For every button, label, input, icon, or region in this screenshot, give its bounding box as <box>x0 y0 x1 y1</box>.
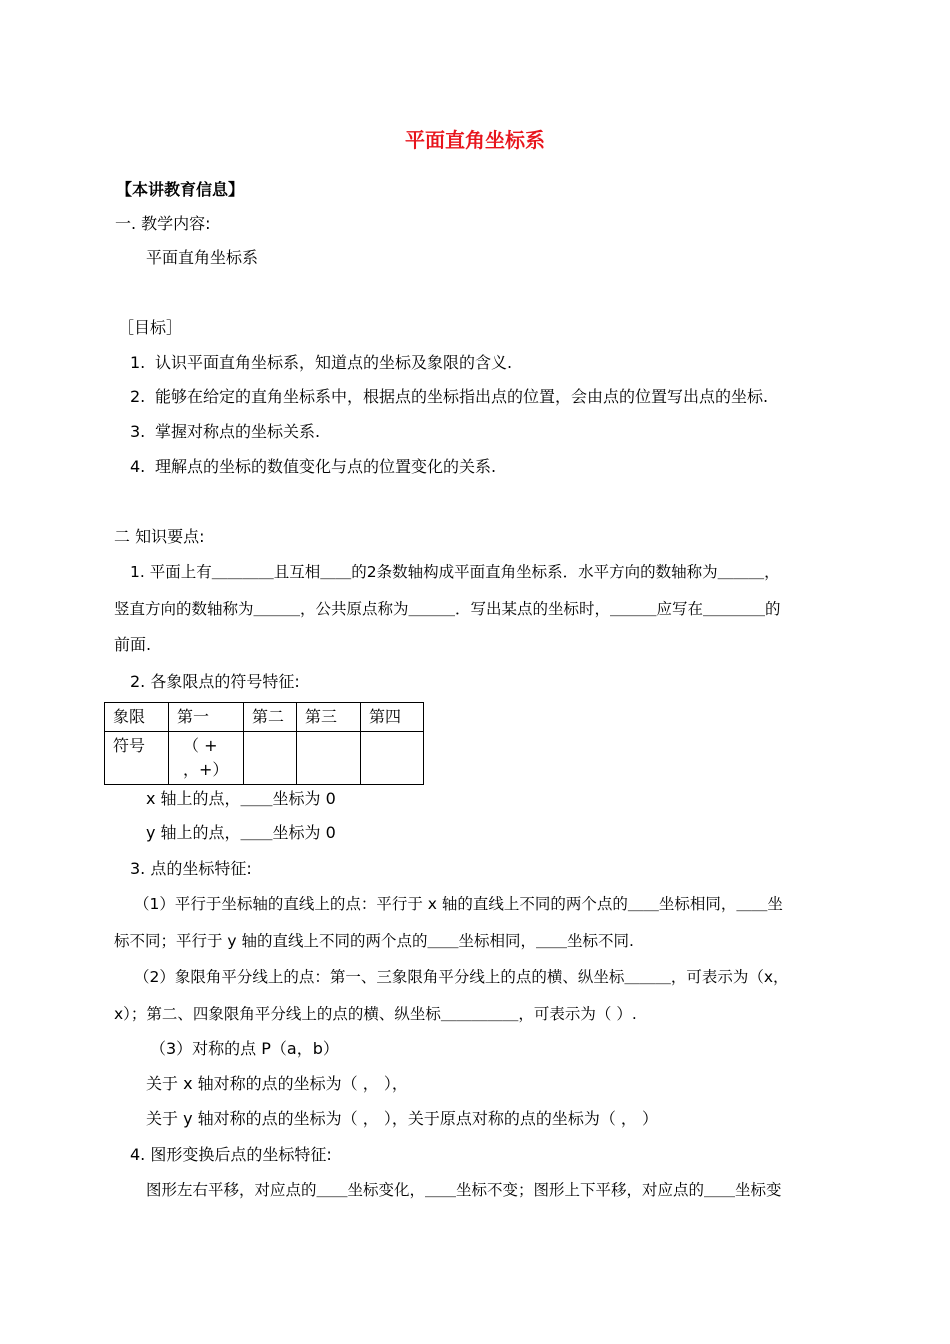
goal-item <box>130 420 320 444</box>
table-cell <box>297 732 361 785</box>
knowledge-heading: 二 知识要点: <box>114 527 205 546</box>
goal-number: 2. <box>130 387 146 406</box>
table-cell <box>361 732 424 785</box>
table-cell: （ + ，+） <box>169 732 244 785</box>
table-header-cell: 第四 <box>361 703 424 732</box>
table-header-cell: 象限 <box>105 703 169 732</box>
table-header-cell: 第一 <box>169 703 244 732</box>
goal-text: 掌握对称点的坐标关系. <box>155 422 321 441</box>
table-row-label: 符号 <box>105 732 169 785</box>
knowledge-point-3-heading: 3. 点的坐标特征: <box>130 859 252 878</box>
y-axis-note: y 轴上的点，＿＿坐标为 0 <box>146 823 336 842</box>
x-axis-note: x 轴上的点，＿＿坐标为 0 <box>146 789 336 808</box>
knowledge-point-3-line-3: （2）象限角平分线上的点：第一、三象限角平分线上的点的横、纵坐标＿＿＿，可表示为（x， <box>134 968 789 986</box>
goal-text: 能够在给定的直角坐标系中，根据点的坐标指出点的位置，会由点的位置写出点的坐标. <box>155 387 769 406</box>
knowledge-point-3-line-5: （3）对称的点 P（a，b） <box>150 1039 339 1058</box>
goal-text: 认识平面直角坐标系，知道点的坐标及象限的含义. <box>155 353 513 372</box>
table-row <box>105 732 424 785</box>
knowledge-point-4-line-1: 图形左右平移，对应点的＿＿坐标变化，＿＿坐标不变；图形上下平移，对应点的＿＿坐标变 <box>146 1181 782 1199</box>
goal-text: 理解点的坐标的数值变化与点的位置变化的关系. <box>155 457 497 476</box>
teaching-content-heading: 一. 教学内容: <box>115 214 211 233</box>
table-cell <box>244 732 297 785</box>
goal-item <box>130 455 496 479</box>
table-header-row <box>105 703 424 732</box>
knowledge-point-3-line-6: 关于 x 轴对称的点的坐标为（ ， ）， <box>146 1074 408 1093</box>
page-title: 平面直角坐标系 <box>405 128 545 152</box>
goal-number: 3. <box>130 422 146 441</box>
knowledge-point-1-line-1: 1. 平面上有＿＿＿＿且互相＿＿的2条数轴构成平面直角坐标系．水平方向的数轴称为＿＿＿， <box>130 563 780 581</box>
knowledge-point-3-line-4: x）；第二、四象限角平分线上的点的横、纵坐标＿＿＿＿＿，可表示为（ ）. <box>114 1005 637 1023</box>
knowledge-point-1-line-2: 竖直方向的数轴称为＿＿＿，公共原点称为＿＿＿．写出某点的坐标时，＿＿＿应写在＿＿＿＿的 <box>114 600 781 618</box>
quadrant-sign-table <box>104 702 424 785</box>
knowledge-point-3-line-1: （1）平行于坐标轴的直线上的点：平行于 x 轴的直线上不同的两个点的＿＿坐标相同，＿＿坐 <box>134 895 783 913</box>
knowledge-point-1-line-3: 前面. <box>114 635 152 654</box>
table-header-cell: 第三 <box>297 703 361 732</box>
table-header-cell: 第二 <box>244 703 297 732</box>
knowledge-point-2: 2. 各象限点的符号特征: <box>130 672 300 691</box>
teaching-content-text: 平面直角坐标系 <box>146 248 259 267</box>
knowledge-point-4-heading: 4. 图形变换后点的坐标特征: <box>130 1145 332 1164</box>
knowledge-point-3-line-2: 标不同；平行于 y 轴的直线上不同的两个点的＿＿坐标相同，＿＿坐标不同. <box>114 932 634 950</box>
goal-number: 1. <box>130 353 146 372</box>
section-header: 【本讲教育信息】 <box>116 180 245 199</box>
goal-number: 4. <box>130 457 146 476</box>
goal-item <box>130 351 512 375</box>
knowledge-point-3-line-7: 关于 y 轴对称的点的坐标为（ ， ），关于原点对称的点的坐标为（ ， ） <box>146 1109 658 1128</box>
goals-heading: ［目标］ <box>118 318 183 337</box>
goal-item <box>130 385 768 409</box>
